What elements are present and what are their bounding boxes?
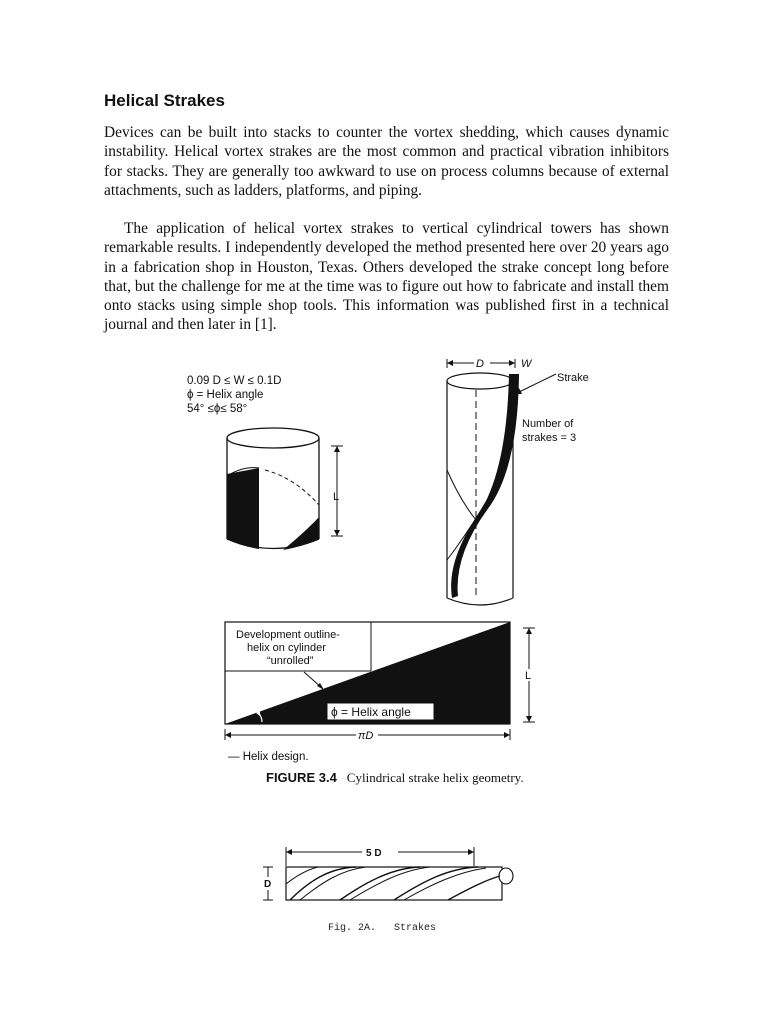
helix-angle-box-label: ϕ = Helix angle <box>331 705 411 719</box>
figure-2a-diameter-label: D <box>264 879 272 890</box>
constraint-phi: ϕ = Helix angle <box>187 389 264 401</box>
short-cylinder <box>227 428 319 550</box>
figure-caption-text: Cylindrical strake helix geometry. <box>346 770 524 785</box>
constraint-w: 0.09 D ≤ W ≤ 0.1D <box>187 375 282 387</box>
strake-width-label: W <box>521 358 532 370</box>
development-outline-diagram <box>225 622 510 724</box>
figure-number: FIGURE 3.4 <box>266 770 337 785</box>
figure-caption <box>266 770 524 786</box>
strake-label: Strake <box>557 372 589 384</box>
constraint-angle-range: 54° ≤ϕ≤ 58° <box>187 403 248 415</box>
paragraph-2: The application of helical vortex strakes to vertical cylindrical towers has shown remarkable results. I independently developed the method presented here over 20 years ago in a fabrication shop in Houston, Texas. Others developed the strake concept long before that, but the challenge for me at the time was to figure out how to fabricate and install them onto stacks using simple shop tools. This information was published first in a technical journal and then later in [1]. <box>104 220 669 334</box>
tall-cylinder-diameter-label: D <box>476 358 484 370</box>
section-title: Helical Strakes <box>104 91 225 110</box>
number-of-strakes-line-1: Number of <box>522 418 574 430</box>
development-outline-line-1: Development outline- <box>236 629 340 641</box>
number-of-strakes-line-2: strakes = 3 <box>522 432 577 444</box>
figure-2a-length-label: 5 D <box>366 848 382 859</box>
paragraph-1: Devices can be built into stacks to counter the vortex shedding, which causes dynamic instability. Helical vortex strakes are the most common and practical vibration inhibitors for stacks. They are generally too awkward to use on process columns because of external attachments, such as ladders, platforms, and piping. <box>104 124 669 199</box>
development-outline-line-3: “unrolled” <box>267 655 314 667</box>
short-cylinder-length-label: L <box>333 491 340 503</box>
pi-d-label: πD <box>358 730 374 742</box>
rectangle-length-label: L <box>525 670 532 682</box>
helix-design-note: — Helix design. <box>228 751 309 763</box>
figure-2a-caption: Fig. 2A. Strakes <box>328 923 437 934</box>
development-outline-line-2: helix on cylinder <box>247 642 326 654</box>
figure-2a-drawing <box>262 845 513 900</box>
